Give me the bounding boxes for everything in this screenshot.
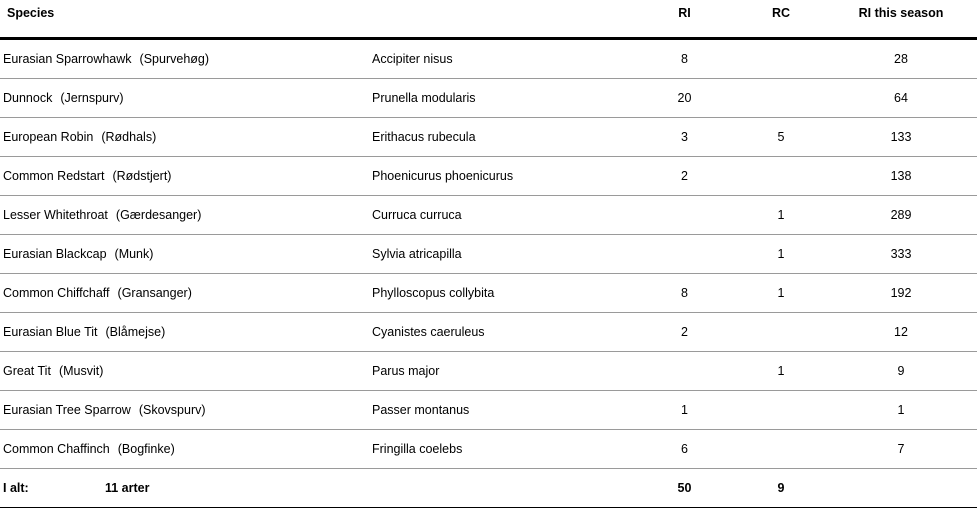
season-value: 12: [825, 313, 977, 352]
ri-value: 3: [632, 118, 737, 157]
rc-value: 1: [737, 352, 825, 391]
table-row: [0, 352, 977, 391]
species-name: Eurasian Blue Tit: [3, 325, 98, 339]
season-value: 28: [825, 39, 977, 79]
rc-value: [737, 79, 825, 118]
table-row: [0, 313, 977, 352]
species-name: Common Chiffchaff: [3, 286, 110, 300]
species-name: Dunnock: [3, 91, 53, 105]
species-name-cell: [0, 235, 368, 274]
species-name-cell: [0, 79, 368, 118]
header-rc: RC: [737, 0, 825, 39]
table-row: [0, 235, 977, 274]
table-row: [0, 196, 977, 235]
ri-value: 8: [632, 39, 737, 79]
species-name: Common Chaffinch: [3, 442, 110, 456]
local-name: (Rødhals): [101, 130, 157, 144]
species-name-cell: [0, 313, 368, 352]
latin-name: Prunella modularis: [368, 79, 632, 118]
species-name-cell: [0, 274, 368, 313]
total-ri: 50: [632, 469, 737, 508]
table-row: [0, 274, 977, 313]
latin-name: Phylloscopus collybita: [368, 274, 632, 313]
species-name: Common Redstart: [3, 169, 105, 183]
header-species: Species: [0, 0, 368, 39]
latin-name: Parus major: [368, 352, 632, 391]
species-name-cell: [0, 157, 368, 196]
header-latin: [368, 0, 632, 39]
ri-value: 8: [632, 274, 737, 313]
species-name: Eurasian Blackcap: [3, 247, 107, 261]
rc-value: 1: [737, 196, 825, 235]
total-rc: 9: [737, 469, 825, 508]
header-row: [0, 0, 977, 39]
local-name: (Munk): [114, 247, 154, 261]
ri-value: 2: [632, 313, 737, 352]
rc-value: 1: [737, 274, 825, 313]
local-name: (Jernspurv): [60, 91, 124, 105]
rc-value: [737, 313, 825, 352]
species-name: Lesser Whitethroat: [3, 208, 108, 222]
local-name: (Gransanger): [117, 286, 192, 300]
latin-name: Curruca curruca: [368, 196, 632, 235]
ri-value: 1: [632, 391, 737, 430]
species-name-cell: [0, 391, 368, 430]
species-name: Great Tit: [3, 364, 51, 378]
species-name-cell: [0, 118, 368, 157]
ri-value: [632, 352, 737, 391]
total-species-count: 11 arter: [105, 481, 150, 495]
rc-value: [737, 391, 825, 430]
latin-name: Accipiter nisus: [368, 39, 632, 79]
latin-name: Phoenicurus phoenicurus: [368, 157, 632, 196]
local-name: (Skovspurv): [138, 403, 206, 417]
local-name: (Spurvehøg): [139, 52, 210, 66]
local-name: (Gærdesanger): [115, 208, 202, 222]
species-name: European Robin: [3, 130, 94, 144]
species-name-cell: [0, 196, 368, 235]
table-row: [0, 430, 977, 469]
total-row: [0, 469, 977, 508]
season-value: 1: [825, 391, 977, 430]
rc-value: 1: [737, 235, 825, 274]
local-name: (Rødstjert): [112, 169, 172, 183]
ri-value: 6: [632, 430, 737, 469]
local-name: (Bogfinke): [117, 442, 175, 456]
season-value: 333: [825, 235, 977, 274]
species-name-cell: [0, 39, 368, 79]
header-ri: RI: [632, 0, 737, 39]
local-name: (Musvit): [58, 364, 104, 378]
total-label: I alt:: [3, 481, 29, 495]
rc-value: 5: [737, 118, 825, 157]
local-name: (Blåmejse): [105, 325, 166, 339]
rc-value: [737, 157, 825, 196]
season-value: 192: [825, 274, 977, 313]
ri-value: 20: [632, 79, 737, 118]
season-value: 64: [825, 79, 977, 118]
season-value: 289: [825, 196, 977, 235]
total-season: [825, 469, 977, 508]
total-latin-empty: [368, 469, 632, 508]
table-row: [0, 79, 977, 118]
rc-value: [737, 39, 825, 79]
season-value: 138: [825, 157, 977, 196]
total-label-cell: [0, 469, 368, 508]
table-row: [0, 391, 977, 430]
table-row: [0, 157, 977, 196]
latin-name: Erithacus rubecula: [368, 118, 632, 157]
species-name-cell: [0, 352, 368, 391]
ri-value: [632, 196, 737, 235]
latin-name: Passer montanus: [368, 391, 632, 430]
season-value: 9: [825, 352, 977, 391]
ri-value: [632, 235, 737, 274]
species-name: Eurasian Tree Sparrow: [3, 403, 131, 417]
latin-name: Sylvia atricapilla: [368, 235, 632, 274]
table-row: [0, 39, 977, 79]
species-name-cell: [0, 430, 368, 469]
season-value: 7: [825, 430, 977, 469]
species-name: Eurasian Sparrowhawk: [3, 52, 132, 66]
latin-name: Fringilla coelebs: [368, 430, 632, 469]
header-ri-this-season: RI this season: [825, 0, 977, 39]
latin-name: Cyanistes caeruleus: [368, 313, 632, 352]
table-row: [0, 118, 977, 157]
ri-value: 2: [632, 157, 737, 196]
rc-value: [737, 430, 825, 469]
season-value: 133: [825, 118, 977, 157]
